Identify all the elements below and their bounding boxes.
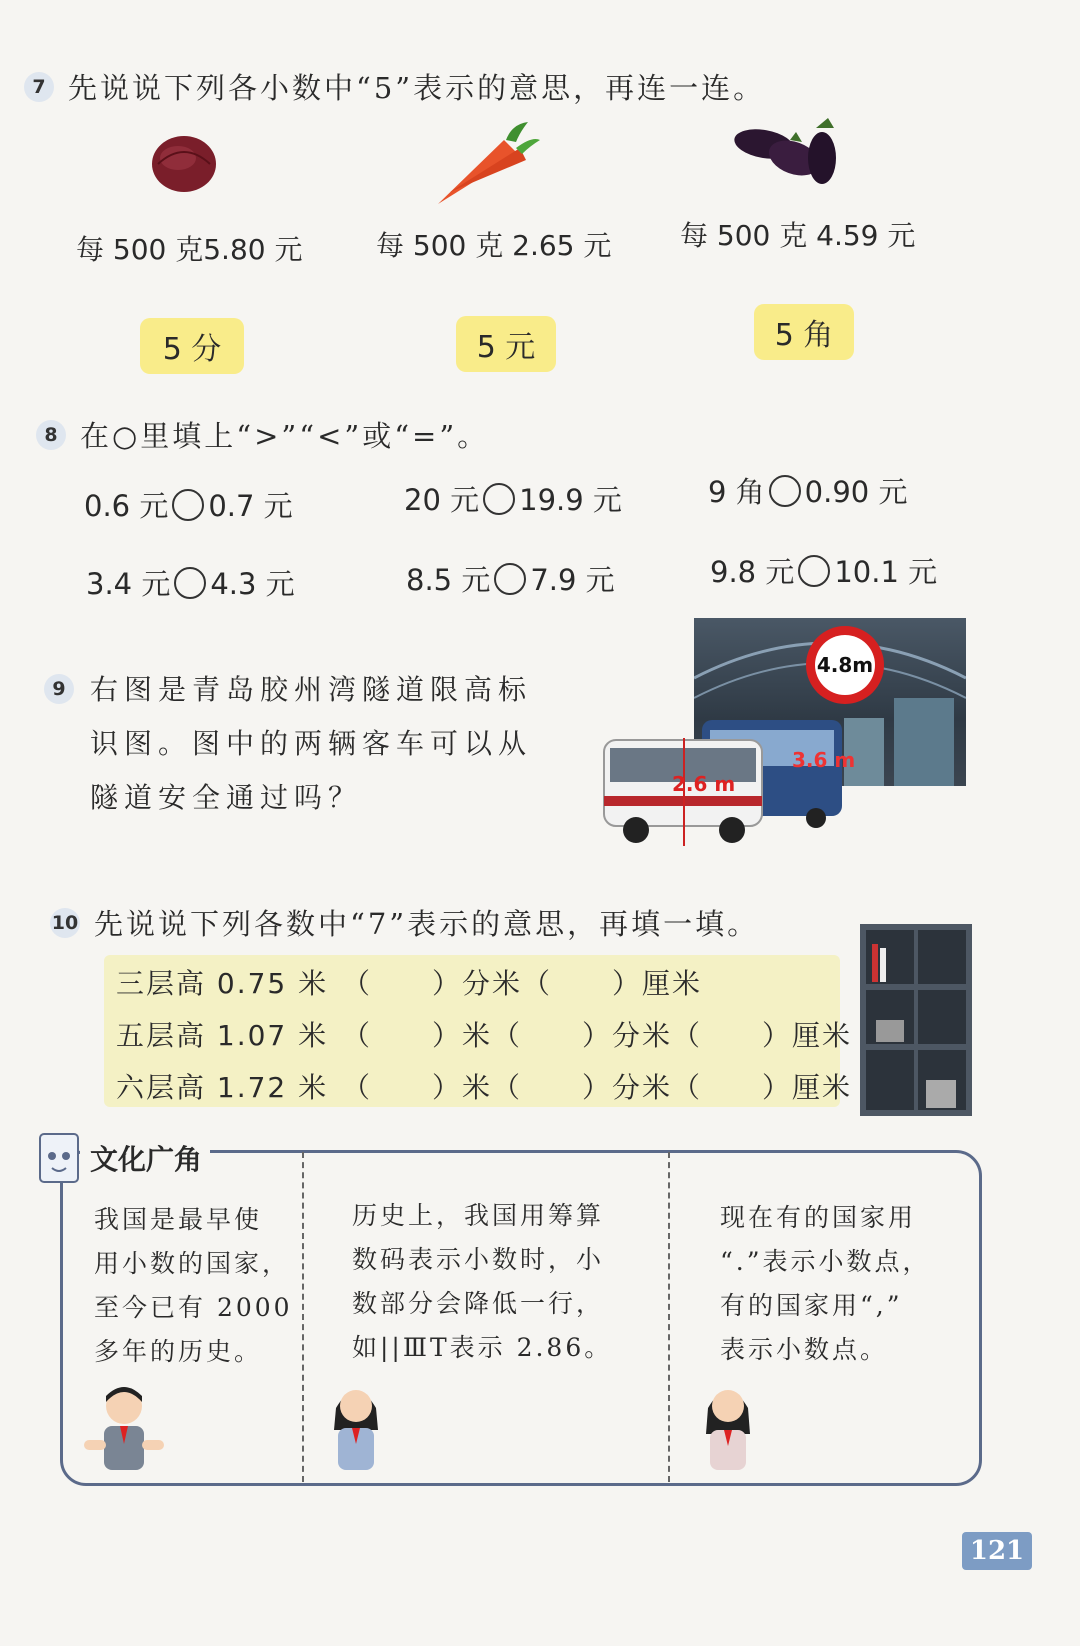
culture-divider bbox=[302, 1152, 304, 1482]
carrot-icon bbox=[432, 120, 542, 210]
culture-line: 至今已有 2000 bbox=[94, 1293, 293, 1322]
sign-label: 4.8m bbox=[815, 635, 875, 695]
question-number-7: 7 bbox=[24, 72, 54, 102]
compare-circle[interactable] bbox=[769, 475, 801, 507]
onion-icon bbox=[148, 130, 220, 194]
compare-item bbox=[404, 478, 622, 519]
compare-circle[interactable] bbox=[494, 563, 526, 595]
culture-line: 数码表示小数时，小 bbox=[352, 1245, 605, 1274]
question-9-line: 隧道安全通过吗？ bbox=[90, 781, 363, 814]
compare-circle[interactable] bbox=[172, 489, 204, 521]
q10-row-label: 三层高 0.75 米 bbox=[116, 967, 329, 1000]
compare-right: 7.9 元 bbox=[530, 563, 615, 597]
compare-right: 10.1 元 bbox=[834, 555, 938, 589]
culture-col-2 bbox=[352, 1194, 612, 1370]
compare-right: 4.3 元 bbox=[210, 567, 295, 601]
culture-line: 表示小数点。 bbox=[720, 1335, 889, 1364]
question-9-line: 识图。图中的两辆客车可以从 bbox=[90, 727, 533, 760]
culture-line: “.”表示小数点， bbox=[720, 1247, 931, 1276]
culture-line: 如||ⅢT表示 2.86。 bbox=[352, 1333, 613, 1362]
price-carrot: 每 500 克 2.65 元 bbox=[376, 229, 612, 262]
culture-divider bbox=[668, 1152, 670, 1482]
culture-line: 现在有的国家用 bbox=[720, 1203, 917, 1232]
compare-item bbox=[84, 484, 293, 525]
culture-col-1 bbox=[94, 1198, 293, 1374]
question-number-10: 10 bbox=[50, 908, 80, 938]
bookshelf-icon bbox=[856, 920, 976, 1120]
culture-col-3 bbox=[720, 1196, 931, 1372]
compare-left: 9 角 bbox=[708, 475, 765, 509]
tag-5-yuan[interactable]: 5 元 bbox=[456, 316, 556, 372]
q10-row-label: 五层高 1.07 米 bbox=[116, 1019, 329, 1052]
book-mascot-icon bbox=[34, 1128, 84, 1186]
q10-row-blanks[interactable]: （ ）米（ ）分米（ ）厘米 bbox=[342, 1019, 853, 1052]
compare-item bbox=[406, 558, 615, 599]
question-8-text: 在○里填上“>”“<”或“=”。 bbox=[80, 419, 490, 453]
q10-row bbox=[116, 962, 702, 1002]
q10-row-blanks[interactable]: （ ）分米（ ）厘米 bbox=[342, 967, 703, 1000]
culture-line: 多年的历史。 bbox=[94, 1337, 263, 1366]
compare-left: 0.6 元 bbox=[84, 489, 169, 523]
compare-circle[interactable] bbox=[483, 483, 515, 515]
girl-avatar bbox=[698, 1378, 758, 1474]
culture-line: 用小数的国家， bbox=[94, 1249, 291, 1278]
question-7-text: 先说说下列各小数中“5”表示的意思，再连一连。 bbox=[68, 71, 766, 105]
q10-row-label: 六层高 1.72 米 bbox=[116, 1071, 329, 1104]
question-9-line: 右图是青岛胶州湾隧道限高标 bbox=[90, 673, 533, 706]
culture-line: 有的国家用“,” bbox=[720, 1291, 903, 1320]
page-number: 121 bbox=[962, 1532, 1032, 1570]
q10-row-blanks[interactable]: （ ）米（ ）分米（ ）厘米 bbox=[342, 1071, 853, 1104]
compare-right: 0.90 元 bbox=[804, 475, 908, 509]
price-eggplant: 每 500 克 4.59 元 bbox=[680, 219, 916, 252]
compare-left: 9.8 元 bbox=[710, 555, 795, 589]
q10-row bbox=[116, 1014, 852, 1054]
price-onion: 每 500 克5.80 元 bbox=[76, 233, 303, 266]
bus2-height-label: 3.6 m bbox=[792, 748, 856, 772]
height-limit-sign bbox=[806, 626, 884, 704]
compare-left: 3.4 元 bbox=[86, 567, 171, 601]
culture-line: 历史上，我国用筹算 bbox=[352, 1201, 605, 1230]
compare-right: 0.7 元 bbox=[208, 489, 293, 523]
compare-left: 8.5 元 bbox=[406, 563, 491, 597]
culture-title: 文化广角 bbox=[90, 1143, 203, 1176]
compare-circle[interactable] bbox=[798, 555, 830, 587]
culture-line: 数部分会降低一行， bbox=[352, 1289, 605, 1318]
tag-5-jiao[interactable]: 5 角 bbox=[754, 304, 854, 360]
boy-avatar bbox=[80, 1382, 170, 1474]
question-10-text: 先说说下列各数中“7”表示的意思，再填一填。 bbox=[94, 907, 760, 941]
question-number-9: 9 bbox=[44, 674, 74, 704]
compare-item bbox=[708, 470, 907, 511]
tag-5-fen[interactable]: 5 分 bbox=[140, 318, 244, 374]
compare-right: 19.9 元 bbox=[519, 483, 622, 517]
compare-left: 20 元 bbox=[404, 483, 480, 517]
compare-item bbox=[710, 550, 937, 591]
compare-item bbox=[86, 562, 295, 603]
girl-avatar bbox=[326, 1378, 386, 1474]
culture-line: 我国是最早使 bbox=[94, 1205, 263, 1234]
eggplant-icon bbox=[730, 112, 850, 192]
q10-row bbox=[116, 1066, 852, 1106]
question-number-8: 8 bbox=[36, 420, 66, 450]
compare-circle[interactable] bbox=[174, 567, 206, 599]
bus1-height-label: 2.6 m bbox=[672, 772, 736, 796]
